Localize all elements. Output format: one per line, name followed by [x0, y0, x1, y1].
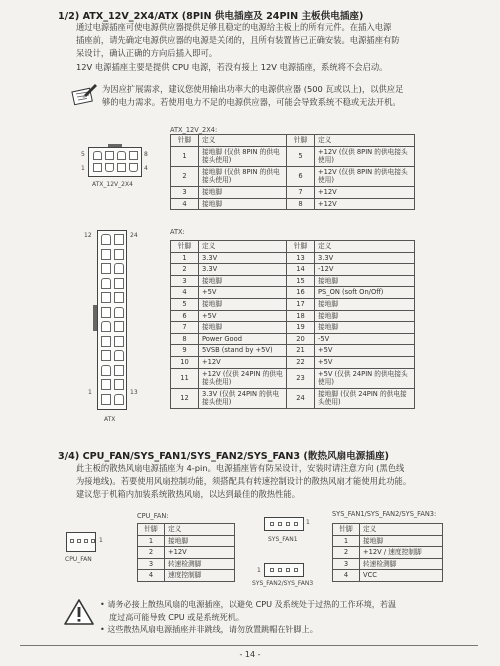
connector-pin	[101, 336, 111, 347]
table-header: 针脚	[171, 135, 199, 147]
page-number: - 14 -	[239, 650, 261, 659]
pin-mark: 4	[144, 165, 148, 172]
table-cell: 接地脚	[315, 310, 415, 322]
section-heading-fan: 3/4) CPU_FAN/SYS_FAN1/SYS_FAN2/SYS_FAN3 (散热风扇电源插座)	[58, 451, 389, 462]
table-cell: +12V / 速度控制脚	[360, 547, 443, 559]
table-cell: +12V (仅供 8PIN 的供电接头使用)	[315, 166, 415, 186]
table-row	[171, 166, 415, 186]
table-header: 定义	[199, 241, 287, 253]
connector-latch	[93, 305, 97, 331]
table-cell: +12V	[165, 547, 235, 559]
table-cell: 2	[171, 166, 199, 186]
atx-pin-table	[170, 240, 415, 409]
table-cell: 5	[287, 146, 315, 166]
table-cell: VCC	[360, 570, 443, 582]
sys-fan-pin-table	[332, 523, 443, 582]
connector-pin	[101, 379, 111, 390]
pin-mark: 1	[257, 567, 261, 574]
table-cell: 8	[171, 333, 199, 345]
table-cell: 3.3V (仅供 24PIN 的供电接头使用)	[199, 388, 287, 408]
footer-rule	[20, 645, 478, 646]
table-cell: 1	[138, 535, 165, 547]
table-header: 针脚	[287, 135, 315, 147]
table-cell: Power Good	[199, 333, 287, 345]
cpu-fan-connector-diagram	[66, 532, 96, 552]
table-cell: 8	[287, 198, 315, 210]
sys-fan23-label: SYS_FAN2/SYS_FAN3	[252, 580, 314, 587]
note-line: 为因应扩展需求，建议您使用输出功率大的电源供应器 (500 瓦或以上)，以供应足	[102, 84, 404, 94]
connector-pin	[114, 278, 124, 289]
connector-pin	[114, 263, 124, 274]
connector-pin	[101, 292, 111, 303]
atx12v-connector-diagram	[88, 147, 142, 177]
connector-pin	[101, 321, 111, 332]
table-cell: 3	[171, 275, 199, 287]
connector-pin	[114, 321, 124, 332]
sys-fan-caption: SYS_FAN1/SYS_FAN2/SYS_FAN3:	[332, 510, 437, 518]
table-cell: 12	[171, 388, 199, 408]
table-cell: 7	[171, 322, 199, 334]
paragraph-line: 此主板的散热风扇电源插座为 4-pin。电源插座皆有防呆设计，安装时请注意方向 (黑色线	[76, 463, 405, 473]
connector-pin	[101, 278, 111, 289]
connector-pin	[114, 394, 124, 405]
table-header: 针脚	[171, 241, 199, 253]
table-cell: 1	[333, 535, 360, 547]
table-row	[171, 388, 415, 408]
note-line: 够的电力需求。若使用电力不足的电源供应器，可能会导致系统不稳或无法开机。	[102, 97, 401, 108]
table-row	[138, 547, 235, 559]
table-header: 定义	[199, 135, 287, 147]
note-pencil-icon	[70, 81, 98, 107]
atx12v-pin-table	[170, 134, 415, 210]
pin-mark: 13	[130, 389, 138, 396]
table-cell: -12V	[315, 264, 415, 276]
connector-pin	[101, 234, 111, 245]
table-row	[333, 570, 443, 582]
warning-line: • 请务必接上散热风扇的电源插座，以避免 CPU 及系统处于过热的工作环境，若温	[100, 599, 397, 609]
table-cell: 7	[287, 186, 315, 198]
table-cell: 11	[171, 368, 199, 388]
table-row	[333, 535, 443, 547]
table-row	[138, 535, 235, 547]
table-cell: +12V	[199, 356, 287, 368]
connector-pin	[114, 307, 124, 318]
pin-mark: 1	[99, 537, 103, 544]
paragraph-line: 呆设计，确认正确的方向后插入即可。	[76, 48, 218, 59]
pin-mark: 1	[88, 389, 92, 396]
table-cell: 5VSB (stand by +5V)	[199, 345, 287, 357]
table-row	[333, 547, 443, 559]
table-cell: 24	[287, 388, 315, 408]
atx-caption: ATX:	[170, 228, 185, 236]
sys-fan1-connector-diagram	[264, 517, 304, 531]
paragraph-line: 12V 电源插座主要是提供 CPU 电源，若没有接上 12V 电源插座，系统将不会启动。	[76, 61, 388, 72]
table-cell: 接地脚	[199, 322, 287, 334]
table-cell: 2	[138, 547, 165, 559]
table-cell: 4	[171, 198, 199, 210]
connector-pin	[101, 365, 111, 376]
table-cell: 1	[171, 146, 199, 166]
pin-mark: 5	[81, 151, 85, 158]
table-cell: +5V	[315, 345, 415, 357]
table-row	[171, 298, 415, 310]
table-cell: 3.3V	[315, 252, 415, 264]
table-header: 针脚	[287, 241, 315, 253]
table-cell: 接地脚	[199, 275, 287, 287]
table-cell: 3	[333, 558, 360, 570]
table-row	[171, 322, 415, 334]
table-cell: +5V (仅供 24PIN 的供电接头使用)	[315, 368, 415, 388]
fan-warnings	[100, 598, 396, 636]
section-heading-power: 1/2) ATX_12V_2X4/ATX (8PIN 供电插座及 24PIN 主板供电插座)	[58, 11, 364, 22]
table-cell: 3.3V	[199, 264, 287, 276]
atx-connector-diagram	[97, 230, 127, 410]
cpu-fan-caption: CPU_FAN:	[137, 512, 169, 520]
table-header-row	[171, 241, 415, 253]
table-row	[171, 356, 415, 368]
table-cell: 4	[171, 287, 199, 299]
table-cell: +12V (仅供 8PIN 的供电接头使用)	[315, 146, 415, 166]
table-row	[171, 310, 415, 322]
table-cell: 接地脚	[165, 535, 235, 547]
table-header: 定义	[360, 524, 443, 536]
pin-mark: 24	[130, 232, 138, 239]
table-cell: 1	[171, 252, 199, 264]
table-header: 针脚	[333, 524, 360, 536]
table-row	[171, 287, 415, 299]
atx-connector-label: ATX	[104, 416, 116, 423]
table-cell: 22	[287, 356, 315, 368]
table-cell: 6	[287, 166, 315, 186]
sys-fan23-connector-diagram	[264, 563, 304, 577]
table-cell: 10	[171, 356, 199, 368]
table-cell: +12V	[315, 186, 415, 198]
connector-pin	[101, 350, 111, 361]
table-cell: 接地脚	[199, 198, 287, 210]
section-paragraph-power	[76, 21, 400, 74]
table-row	[138, 558, 235, 570]
table-cell: 接地脚	[315, 298, 415, 310]
table-cell: 2	[333, 547, 360, 559]
connector-pin	[101, 307, 111, 318]
pin-mark: 12	[84, 232, 92, 239]
table-cell: 18	[287, 310, 315, 322]
table-cell: 5	[171, 298, 199, 310]
connector-pin	[114, 234, 124, 245]
table-row	[171, 186, 415, 198]
table-row	[171, 198, 415, 210]
table-row	[171, 368, 415, 388]
atx12v-connector-label: ATX_12V_2X4	[92, 181, 133, 188]
cpu-fan-pin-table	[137, 523, 235, 582]
table-cell: 4	[138, 570, 165, 582]
table-cell: 接地脚	[199, 186, 287, 198]
warning-line: • 这些散热风扇电源插座并非跳线，请勿放置跳帽在针脚上。	[100, 624, 318, 635]
table-cell: 接地脚	[315, 322, 415, 334]
connector-pin	[114, 336, 124, 347]
table-cell: 3	[138, 558, 165, 570]
table-header-row	[333, 524, 443, 536]
table-cell: 接地脚	[199, 298, 287, 310]
paragraph-line: 通过电源插座可使电源供应器提供足够且稳定的电源给主板上的所有元件。在插入电源	[76, 22, 392, 32]
table-cell: 4	[333, 570, 360, 582]
table-header: 定义	[165, 524, 235, 536]
warning-icon	[64, 599, 94, 625]
table-cell: 14	[287, 264, 315, 276]
pin-mark: 8	[144, 151, 148, 158]
table-cell: 接地脚	[360, 535, 443, 547]
table-cell: +5V	[315, 356, 415, 368]
connector-pin	[114, 249, 124, 260]
table-cell: +12V (仅供 24PIN 的供电接头使用)	[199, 368, 287, 388]
table-header-row	[138, 524, 235, 536]
table-header: 定义	[315, 135, 415, 147]
table-cell: 13	[287, 252, 315, 264]
section-paragraph-fan	[76, 462, 411, 502]
table-row	[171, 333, 415, 345]
paragraph-line: 插座前，请先确定电源供应器的电源是关闭的，且所有装置皆已正确安装。电源插座有防	[76, 35, 400, 46]
table-cell: 21	[287, 345, 315, 357]
table-cell: 16	[287, 287, 315, 299]
table-row	[171, 252, 415, 264]
table-cell: 3	[171, 186, 199, 198]
connector-pin	[114, 365, 124, 376]
connector-pin	[114, 379, 124, 390]
table-cell: 接地脚 (仅供 8PIN 的供电接头使用)	[199, 146, 287, 166]
table-cell: 接地脚 (仅供 24PIN 的供电接头使用)	[315, 388, 415, 408]
table-cell: 3.3V	[199, 252, 287, 264]
table-row	[171, 264, 415, 276]
table-cell: 2	[171, 264, 199, 276]
table-cell: 接地脚	[315, 275, 415, 287]
table-cell: -5V	[315, 333, 415, 345]
table-cell: 9	[171, 345, 199, 357]
cpu-fan-connector-label: CPU_FAN	[65, 556, 92, 563]
table-cell: 接地脚 (仅供 8PIN 的供电接头使用)	[199, 166, 287, 186]
warning-line: 度过高可能导致 CPU 或是系统死机。	[109, 611, 244, 622]
table-row	[171, 345, 415, 357]
table-cell: +5V	[199, 287, 287, 299]
table-header: 定义	[315, 241, 415, 253]
note-power-supply	[102, 83, 403, 109]
connector-pin	[101, 249, 111, 260]
connector-pin	[114, 350, 124, 361]
table-row	[138, 570, 235, 582]
table-cell: 20	[287, 333, 315, 345]
table-cell: 转速检测脚	[360, 558, 443, 570]
sys-fan1-label: SYS_FAN1	[268, 536, 298, 543]
table-row	[171, 146, 415, 166]
table-header: 针脚	[138, 524, 165, 536]
table-row	[333, 558, 443, 570]
paragraph-line: 为接地线)。若要使用风扇控制功能，须搭配具有转速控制设计的散热风扇才能使用此功能。	[76, 476, 412, 487]
connector-latch	[108, 144, 122, 147]
table-header-row	[171, 135, 415, 147]
connector-pin	[101, 394, 111, 405]
table-cell: 15	[287, 275, 315, 287]
table-cell: 速度控制脚	[165, 570, 235, 582]
table-cell: PS_ON (soft On/Off)	[315, 287, 415, 299]
table-cell: +12V	[315, 198, 415, 210]
table-cell: +5V	[199, 310, 287, 322]
pin-mark: 1	[306, 519, 310, 526]
table-cell: 17	[287, 298, 315, 310]
table-cell: 23	[287, 368, 315, 388]
connector-pin	[114, 292, 124, 303]
table-cell: 6	[171, 310, 199, 322]
table-cell: 19	[287, 322, 315, 334]
table-row	[171, 275, 415, 287]
paragraph-line: 建议您于机箱内加装系统散热风扇，以达到最佳的散热性能。	[76, 489, 301, 500]
atx12v-caption: ATX_12V_2X4:	[170, 126, 218, 134]
connector-pin	[101, 263, 111, 274]
pin-mark: 1	[81, 165, 85, 172]
table-cell: 转速检测脚	[165, 558, 235, 570]
